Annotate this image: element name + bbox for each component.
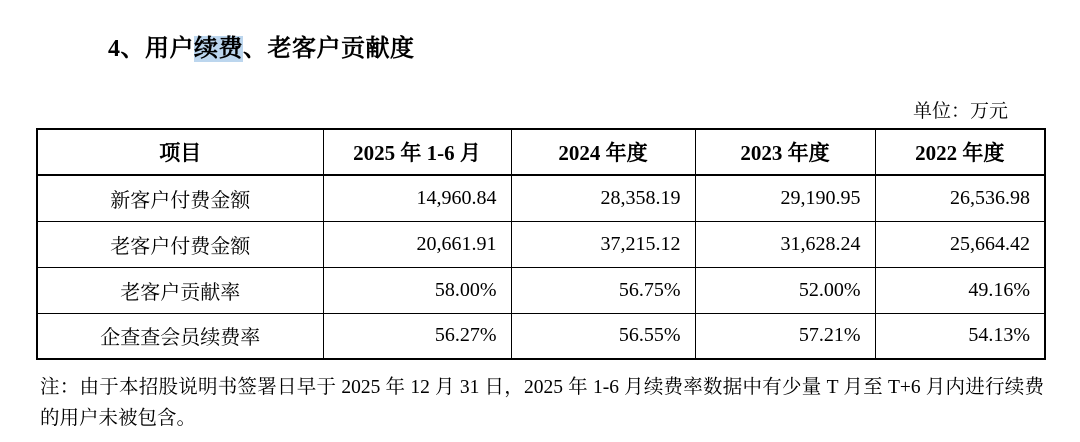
table-cell: 28,358.19 <box>511 175 695 221</box>
row-label: 老客户付费金额 <box>37 221 323 267</box>
table-header-cell: 项目 <box>37 129 323 175</box>
table-header-cell: 2022 年度 <box>875 129 1045 175</box>
table-row <box>37 313 1045 359</box>
table-cell: 52.00% <box>695 267 875 313</box>
table-row <box>37 221 1045 267</box>
table-cell: 25,664.42 <box>875 221 1045 267</box>
table-header-cell: 2023 年度 <box>695 129 875 175</box>
table-row <box>37 267 1045 313</box>
table-cell: 37,215.12 <box>511 221 695 267</box>
table-footnote: 注：由于本招股说明书签署日早于 2025 年 12 月 31 日，2025 年 1-6 月续费率数据中有少量 T 月至 T+6 月内进行续费的用户未被包含。 <box>40 377 1044 430</box>
table-cell: 49.16% <box>875 267 1045 313</box>
table-cell: 29,190.95 <box>695 175 875 221</box>
table-row <box>37 175 1045 221</box>
table-cell: 57.21% <box>695 313 875 359</box>
table-header-cell: 2025 年 1-6 月 <box>323 129 511 175</box>
heading-suffix: 、老客户贡献度 <box>243 36 415 62</box>
contribution-table <box>36 128 1046 360</box>
row-label: 企查查会员续费率 <box>37 313 323 359</box>
table-cell: 20,661.91 <box>323 221 511 267</box>
section-heading <box>108 28 415 63</box>
table-cell: 31,628.24 <box>695 221 875 267</box>
row-label: 新客户付费金额 <box>37 175 323 221</box>
unit-label: 单位：万元 <box>912 101 1008 122</box>
table-cell: 14,960.84 <box>323 175 511 221</box>
table-header-cell: 2024 年度 <box>511 129 695 175</box>
table-cell: 56.55% <box>511 313 695 359</box>
row-label: 老客户贡献率 <box>37 267 323 313</box>
heading-highlighted-text: 续费 <box>194 36 243 62</box>
table-cell: 26,536.98 <box>875 175 1045 221</box>
table-cell: 56.27% <box>323 313 511 359</box>
table-cell: 54.13% <box>875 313 1045 359</box>
table-cell: 58.00% <box>323 267 511 313</box>
table-header-row <box>37 129 1045 175</box>
heading-prefix: 4、用户 <box>108 36 194 62</box>
table-cell: 56.75% <box>511 267 695 313</box>
